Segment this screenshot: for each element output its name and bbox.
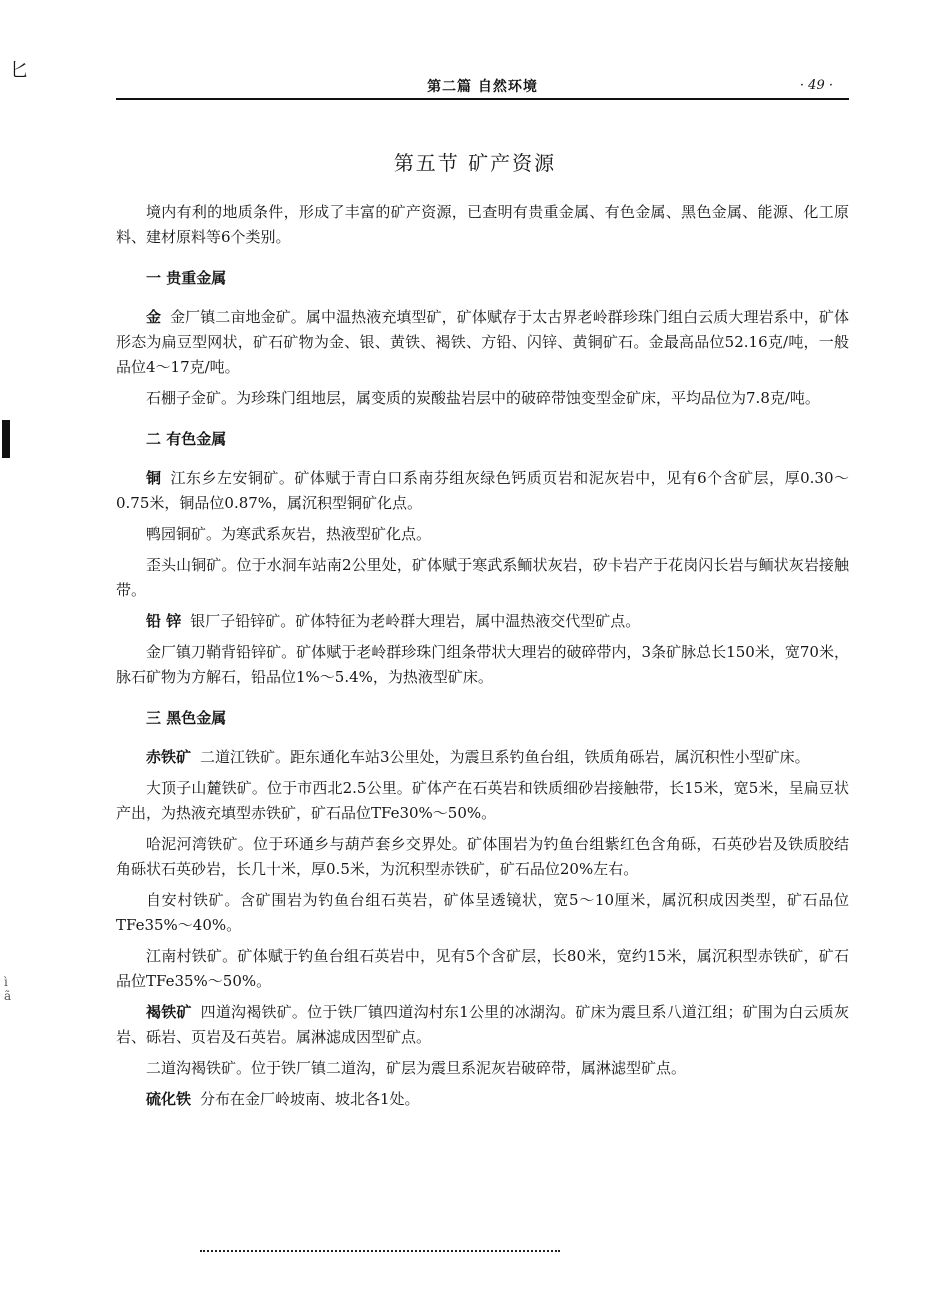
mineral-lead: 赤铁矿 <box>146 748 192 766</box>
subsection-heading: 三 黑色金属 <box>146 709 227 727</box>
mineral-lead: 铅 锌 <box>146 612 182 630</box>
paragraph: 金厂镇刀鞘背铅锌矿。矿体赋于老岭群珍珠门组条带状大理岩的破碎带内，3条矿脉总长150米，宽70米，脉石矿物为方解石，铅品位1%～5.4%，为热液型矿床。 <box>116 643 849 686</box>
paragraph <box>116 745 849 770</box>
paragraph-text: 分布在金厂岭坡南、坡北各1处。 <box>200 1090 420 1108</box>
mineral-lead: 铜 <box>146 469 162 487</box>
body-text <box>116 200 849 1118</box>
paragraph <box>116 1000 849 1050</box>
paragraph: 歪头山铜矿。位于水洞车站南2公里处，矿体赋于寒武系鲕状灰岩，矽卡岩产于花岗闪长岩与鲕状灰岩接触带。 <box>116 556 849 599</box>
paragraph: 哈泥河湾铁矿。位于环通乡与葫芦套乡交界处。矿体围岩为钓鱼台组紫红色含角砾，石英砂岩及铁质胶结角砾状石英砂岩，长几十米，厚0.5米，为沉积型赤铁矿，矿石品位20%左右。 <box>116 835 849 878</box>
subsection-heading: 二 有色金属 <box>146 430 227 448</box>
paragraph: 石棚子金矿。为珍珠门组地层，属变质的炭酸盐岩层中的破碎带蚀变型金矿床，平均品位为7.8克/吨。 <box>146 389 820 407</box>
paragraph <box>116 609 849 634</box>
mineral-lead: 金 <box>146 308 162 326</box>
paragraph: 自安村铁矿。含矿围岩为钓鱼台组石英岩，矿体呈透镜状，宽5～10厘米，属沉积成因类型，矿石品位TFe35%～40%。 <box>116 891 849 934</box>
paragraph: 江南村铁矿。矿体赋于钓鱼台组石英岩中，见有5个含矿层，长80米，宽约15米，属沉积型赤铁矿，矿石品位TFe35%～50%。 <box>116 947 849 990</box>
paragraph-text: 四道沟褐铁矿。位于铁厂镇四道沟村东1公里的冰湖沟。矿床为震旦系八道江组；矿围为白云质灰岩、砾岩、页岩及石英岩。属淋滤成因型矿点。 <box>116 1003 849 1046</box>
section-title: 第五节 矿产资源 <box>393 151 557 175</box>
paragraph-text: 金厂镇二亩地金矿。属中温热液充填型矿，矿体赋存于太古界老岭群珍珠门组白云质大理岩系中，矿体形态为扁豆型网状，矿石矿物为金、银、黄铁、褐铁、方铅、闪锌、黄铜矿石。金最高品位52.16克/吨，一般品位4～17克/吨。 <box>116 308 849 376</box>
bottom-scan-line <box>200 1250 560 1252</box>
margin-mark <box>2 420 10 458</box>
page-number: · 49 · <box>799 78 833 93</box>
margin-scribble: ì ã <box>4 975 12 1003</box>
intro-paragraph: 境内有利的地质条件，形成了丰富的矿产资源，已查明有贵重金属、有色金属、黑色金属、能源、化工原料、建材原料等6个类别。 <box>116 203 849 246</box>
paragraph-text: 二道江铁矿。距东通化车站3公里处，为震旦系钓鱼台组，铁质角砾岩，属沉积性小型矿床。 <box>200 748 810 766</box>
paragraph: 大顶子山麓铁矿。位于市西北2.5公里。矿体产在石英岩和铁质细砂岩接触带，长15米，宽5米，呈扁豆状产出，为热液充填型赤铁矿，矿石品位TFe30%～50%。 <box>116 779 849 822</box>
corner-mark: 匕 <box>10 60 28 81</box>
paragraph: 鸭园铜矿。为寒武系灰岩，热液型矿化点。 <box>146 525 432 543</box>
mineral-lead: 硫化铁 <box>146 1090 192 1108</box>
paragraph <box>116 466 849 516</box>
paragraph: 二道沟褐铁矿。位于铁厂镇二道沟，矿层为震旦系泥灰岩破碎带，属淋滤型矿点。 <box>146 1059 687 1077</box>
subsection-heading: 一 贵重金属 <box>146 269 227 287</box>
mineral-lead: 褐铁矿 <box>146 1003 192 1021</box>
running-header <box>116 74 849 100</box>
header-title: 第二篇 自然环境 <box>427 79 538 95</box>
paragraph-text: 银厂子铅锌矿。矿体特征为老岭群大理岩，属中温热液交代型矿点。 <box>190 612 641 630</box>
paragraph <box>116 1087 849 1112</box>
paragraph-text: 江东乡左安铜矿。矿体赋于青白口系南芬组灰绿色钙质页岩和泥灰岩中，见有6个含矿层，厚0.30～0.75米，铜品位0.87%，属沉积型铜矿化点。 <box>116 469 849 512</box>
paragraph <box>116 305 849 380</box>
